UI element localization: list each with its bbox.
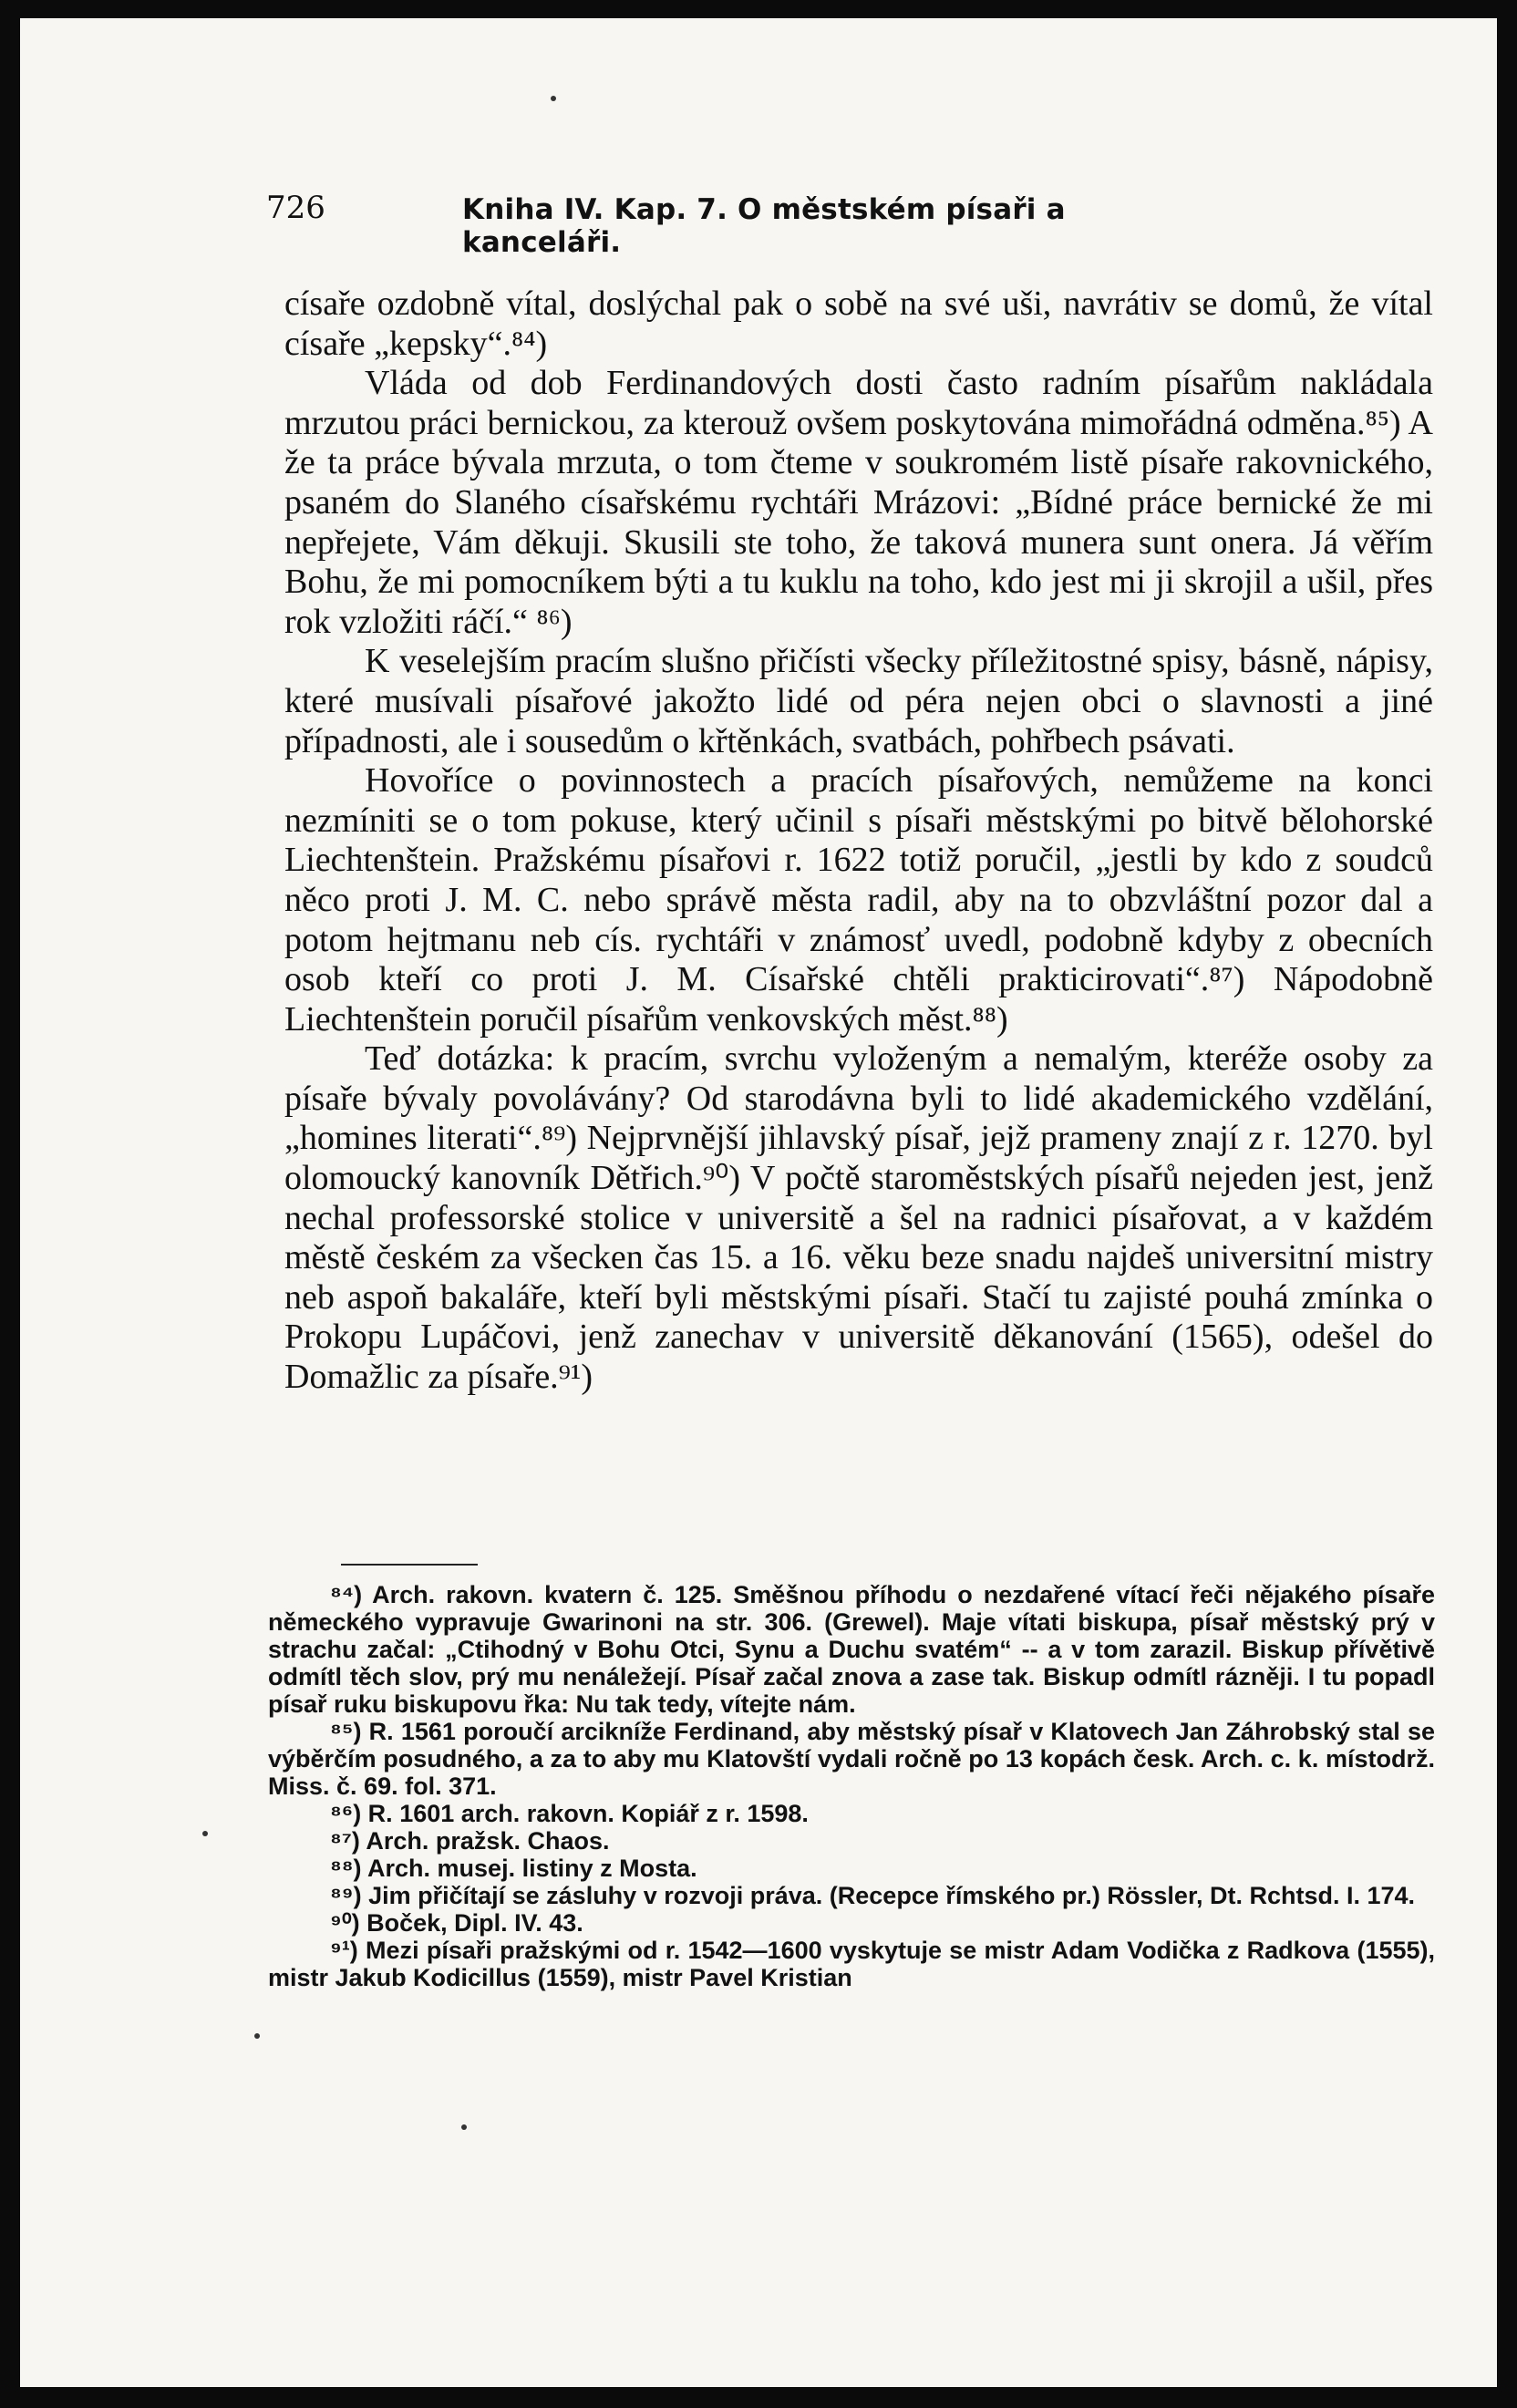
paragraph: Hovoříce o povinnostech a pracích písařových, nemůžeme na konci nezmíniti se o tom pokuse, který učinil s písaři městskými po bitvě bělohorské Liechtenštein. Pražskému písařovi r. 1622 totiž poručil, „jestli by kdo z soudců něco proti J. M. C. nebo správě města radil, aby na to obzvláštní pozor dal a potom hejtmanu neb cís. rychtáři v známosť uvedl, podobně kdyby z obecních osob kteří co proti J. M. Císařské chtěli prakticirovati“.⁸⁷) Nápodobně Liechtenštein poručil písařům venkovských měst.⁸⁸) <box>284 761 1433 1039</box>
ink-speck <box>202 1831 208 1836</box>
page-number: 726 <box>266 190 325 226</box>
footnote: ⁹⁰) Boček, Dipl. IV. 43. <box>330 1909 583 1937</box>
footnote: ⁸⁶) R. 1601 arch. rakovn. Kopiář z r. 1598. <box>330 1800 809 1827</box>
paragraph: císaře ozdobně vítal, doslýchal pak o sobě na své uši, navrátiv se domů, že vítal císaře „kepsky“.⁸⁴) <box>284 284 1433 363</box>
footnote: ⁸⁹) Jim přičítají se zásluhy v rozvoji práva. (Recepce římského pr.) Rössler, Dt. Rchtsd. I. 174. <box>330 1882 1416 1909</box>
footnote: ⁸⁸) Arch. musej. listiny z Mosta. <box>330 1855 697 1882</box>
footnote: ⁹¹) Mezi písaři pražskými od r. 1542—1600 vyskytuje se mistr Adam Vodička z Radkova (1555), mistr Jakub Kodicillus (1559), mistr Pavel Kristian <box>268 1937 1435 1991</box>
body-text <box>284 284 1433 1398</box>
page-header <box>266 181 1223 259</box>
ink-speck <box>254 2033 260 2039</box>
footnote: ⁸⁷) Arch. pražsk. Chaos. <box>330 1827 610 1855</box>
paragraph: Teď dotázka: k pracím, svrchu vyloženým a nemalým, kteréže osoby za písaře bývaly povolávány? Od starodávna byli to lidé akademického vzdělání, „homines literati“.⁸⁹) Nejprvnější jihlavský písař, jejž prameny znají z r. 1270. byl olomoucký kanovník Dětřich.⁹⁰) V počtě staroměstských písařů nejeden jest, jenž nechal professorské stolice v universitě a šel na radnici písařovat, a v každém městě českém za všecken čas 15. a 16. věku beze snadu najdeš universitní mistry neb aspoň bakaláře, kteří byli městskými písaři. Stačí tu zajisté pouhá zmínka o Prokopu Lupáčovi, jenž zanechav v universitě děkanování (1565), odešel do Domažlic za písaře.⁹¹) <box>284 1039 1433 1397</box>
running-head: Kniha IV. Kap. 7. O městském písaři a kanceláři. <box>462 193 1066 259</box>
ink-speck <box>551 96 556 101</box>
ink-speck <box>461 2124 467 2130</box>
footnote: ⁸⁵) R. 1561 poroučí arcikníže Ferdinand, aby městský písař v Klatovech Jan Záhrobský stal se výběrčím posudného, a za to aby mu Klatovští vydali ročně po 13 kopách česk. Arch. c. k. místodrž. Miss. č. 69. fol. 371. <box>268 1718 1435 1800</box>
scanned-page <box>20 18 1497 2387</box>
footnotes <box>268 1581 1435 1991</box>
paragraph: Vláda od dob Ferdinandových dosti často radním písařům nakládala mrzutou práci bernickou, za kterouž ovšem poskytována mimořádná odměna.⁸⁵) A že ta práce bývala mrzuta, o tom čteme v soukromém listě písaře rakovnického, psaném do Slaného císařskému rychtáři Mrázovi: „Bídné práce bernické že mi nepřejete, Vám děkuji. Skusili ste toho, že taková munera sunt onera. Já věřím Bohu, že mi pomocníkem býti a tu kuklu na toho, kdo jest mi ji skrojil a ušil, přes rok vzložiti ráčí.“ ⁸⁶) <box>284 364 1433 641</box>
footnote-rule <box>341 1564 478 1566</box>
paragraph: K veselejším pracím slušno přičísti všecky příležitostné spisy, básně, nápisy, které musívali písařové jakožto lidé od péra nejen obci o slavnosti a jiné případnosti, ale i sousedům o křtěnkách, svatbách, pohřbech psávati. <box>284 642 1433 760</box>
footnote: ⁸⁴) Arch. rakovn. kvatern č. 125. Směšnou příhodu o nezdařené vítací řeči nějakého písaře německého vypravuje Gwarinoni na str. 306. (Grewel). Maje vítati biskupa, písař městský prý v strachu začal: „Ctihodný v Bohu Otci, Synu a Duchu svatém“ -- a v tom zarazil. Biskup přívětivě odmítl těch slov, prý mu nenáležejí. Písař začal znova a zase tak. Biskup odmítl rázněji. I tu popadl písař ruku biskupovu řka: Nu tak tedy, vítejte nám. <box>268 1581 1435 1718</box>
